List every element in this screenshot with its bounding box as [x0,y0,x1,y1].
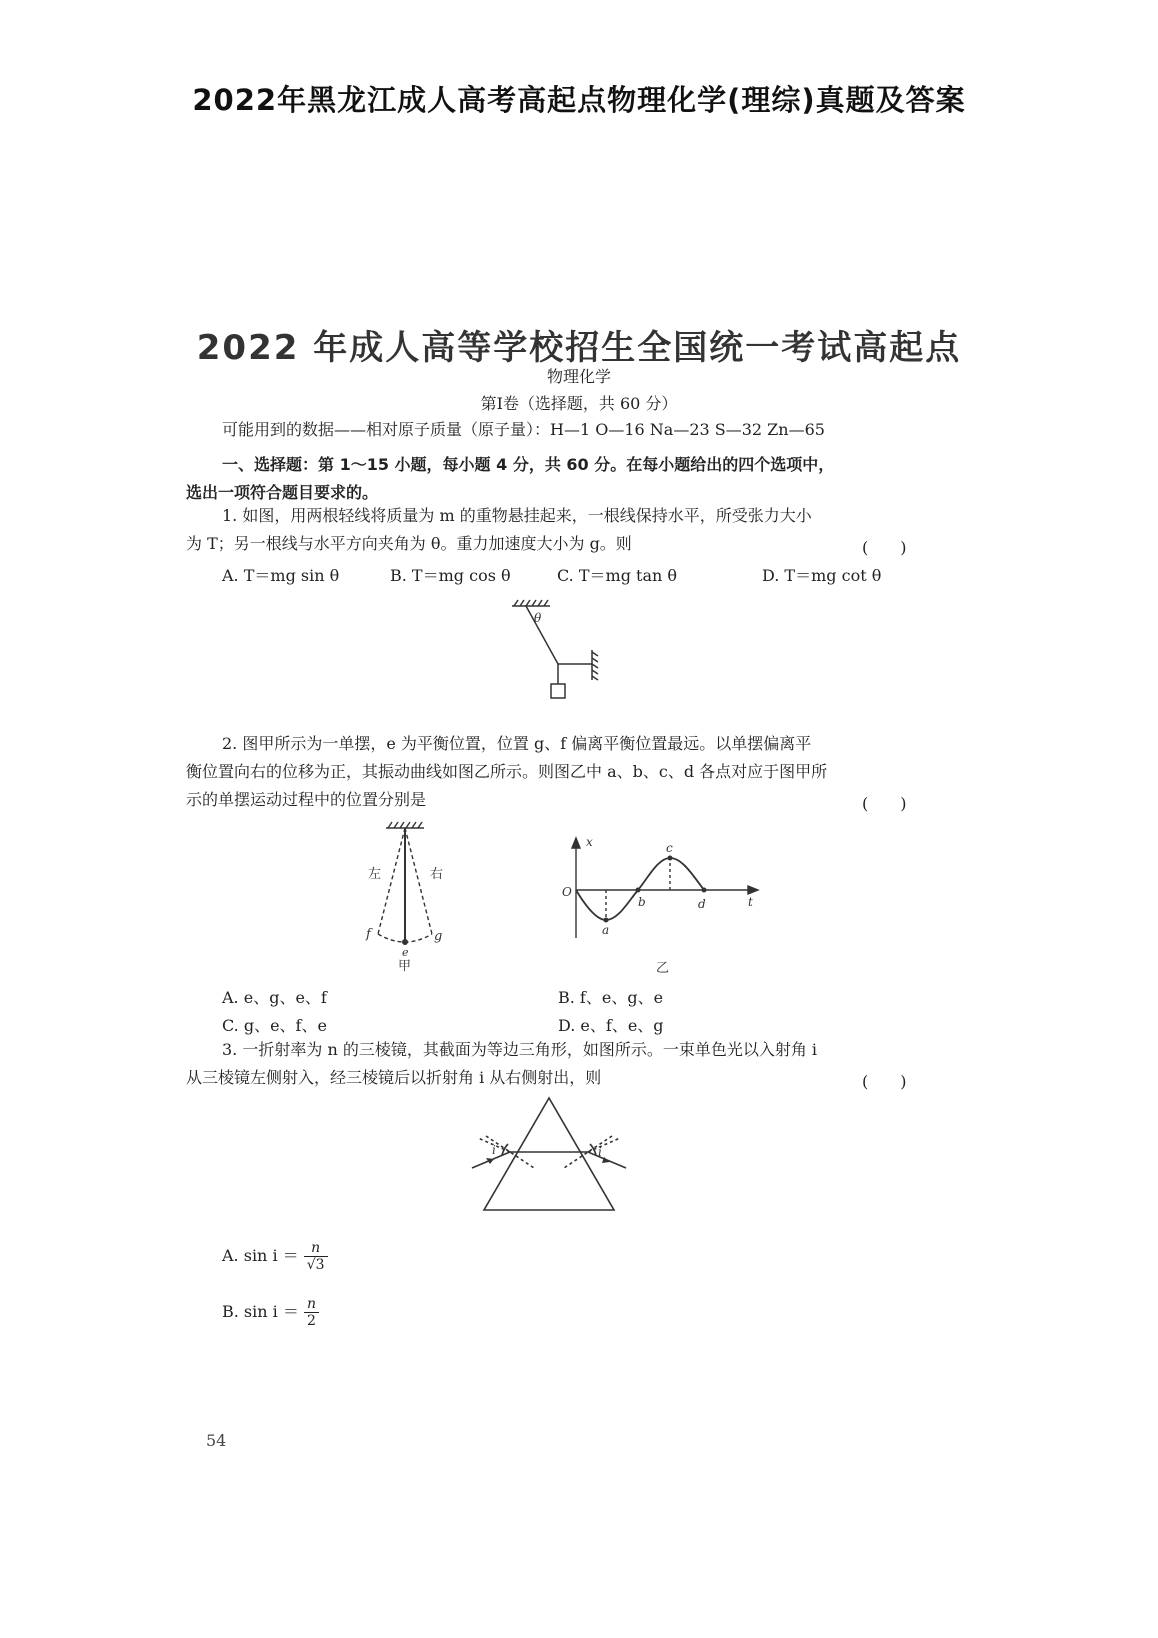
q3-option-b-denominator: 2 [307,1313,316,1329]
q1-option-b: B. T＝mg cos θ [390,566,511,585]
point-d [702,888,707,893]
q2-line2: 衡位置向右的位移为正，其振动曲线如图乙所示。则图乙中 a、b、c、d 各点对应于图甲所 [186,762,828,781]
q2-option-c: C. g、e、f、e [222,1016,327,1035]
q2-figure-yi [558,830,768,980]
label-c: c [666,841,673,855]
atomic-mass-note: 可能用到的数据——相对原子质量（原子量）：H—1 O—16 Na—23 S—32 Zn—65 [222,420,825,439]
q2-option-b: B. f、e、g、e [558,988,664,1007]
q3-option-a-denominator: √3 [306,1257,325,1273]
label-e: e [402,946,409,959]
q3-option-b [222,1296,319,1329]
q2-line3: 示的单摆运动过程中的位置分别是 [186,790,427,809]
section-header-line1: 一、选择题：第 1～15 小题，每小题 4 分，共 60 分。在每小题给出的四个选项中， [222,455,835,474]
q3-answer-paren: ( ) [862,1072,907,1091]
label-x: x [586,835,593,849]
q3-option-a-prefix: A. sin i ＝ [222,1246,299,1265]
x-axis-arrow-icon [572,838,580,848]
weight-box [551,684,565,698]
wall-hatch-icon [592,652,598,680]
q1-line2: 为 T；另一根线与水平方向夹角为 θ。重力加速度大小为 g。则 [186,534,632,553]
point-a [604,918,609,923]
q3-prism-figure [464,1092,634,1224]
q1-figure [490,592,620,722]
volume-label: 第Ⅰ卷（选择题，共 60 分） [480,394,678,413]
t-axis-arrow-icon [748,886,758,894]
slanted-string [526,606,558,664]
label-o: O [562,885,572,899]
q3-option-b-numerator: n [304,1296,319,1313]
q2-option-d: D. e、f、e、g [558,1016,664,1035]
q3-option-a-numerator: n [304,1240,328,1257]
label-d: d [698,897,706,911]
ceiling-hatch-icon [514,600,548,606]
q3-option-a-fraction [304,1240,328,1273]
point-b [636,888,641,893]
page-number: 54 [206,1431,227,1450]
label-yi: 乙 [656,961,670,976]
exam-title: 2022 年成人高等学校招生全国统一考试高起点 [196,328,962,368]
subject-label: 物理化学 [546,367,611,386]
label-right: 右 [430,867,444,882]
right-extension-dashed [588,1138,620,1152]
q3-line1: 3. 一折射率为 n 的三棱镜，其截面为等边三角形，如图所示。一束单色光以入射角 i [222,1040,818,1059]
q3-line2: 从三棱镜左侧射入，经三棱镜后以折射角 i 从右侧射出，则 [186,1068,602,1087]
theta-label: θ [534,611,542,625]
q2-option-a: A. e、g、e、f [222,988,327,1007]
q2-answer-paren: ( ) [862,794,907,813]
document-title: 2022年黑龙江成人高考高起点物理化学(理综)真题及答案 [192,83,966,117]
q2-figure-jia [320,818,490,978]
point-c [668,856,673,861]
pivot-hatch-icon [388,822,422,828]
label-left: 左 [368,867,382,882]
q3-option-b-fraction [304,1296,319,1329]
label-b: b [638,895,646,909]
right-swing-dashed [405,828,432,934]
label-i-right: i [598,1145,602,1159]
q3-option-b-prefix: B. sin i ＝ [222,1302,299,1321]
q2-line1: 2. 图甲所示为一单摆，e 为平衡位置，位置 g、f 偏离平衡位置最远。以单摆偏离平 [222,734,812,753]
label-f: f [366,927,371,942]
q1-line1: 1. 如图，用两根轻线将质量为 m 的重物悬挂起来，一根线保持水平，所受张力大小 [222,506,812,525]
label-t: t [748,895,753,909]
label-g: g [434,929,443,944]
pendulum-bob [402,939,408,945]
q3-option-a [222,1240,328,1273]
q1-answer-paren: ( ) [862,538,907,557]
left-swing-dashed [378,828,405,934]
label-jia: 甲 [398,959,412,974]
q1-option-c: C. T＝mg tan θ [557,566,678,585]
q1-option-a: A. T＝mg sin θ [222,566,340,585]
label-a: a [602,923,610,937]
label-i-left: i [492,1143,496,1157]
section-header-line2: 选出一项符合题目要求的。 [186,483,379,502]
q1-option-d: D. T＝mg cot θ [762,566,882,585]
